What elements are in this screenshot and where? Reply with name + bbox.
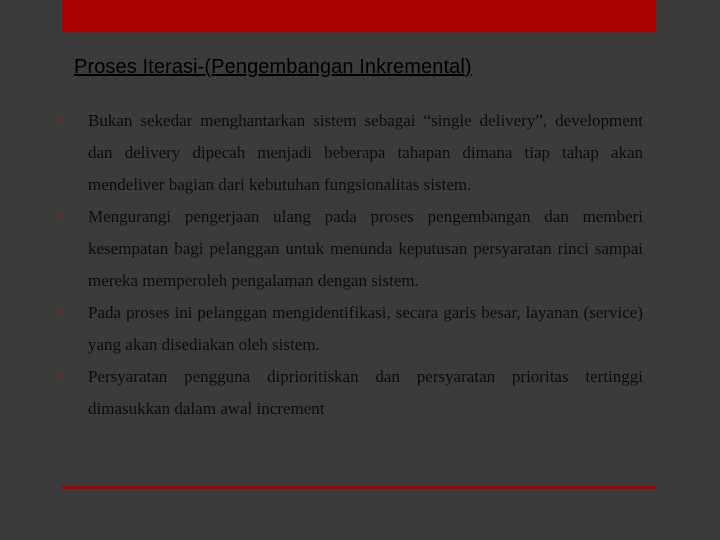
bullet-item-1 [58,105,643,201]
bullet-text: Persyaratan pengguna diprioritiskan dan persyaratan prioritas tertinggi dimasukkan dalam awal increment [88,367,643,418]
bullet-square-icon: ▪ [58,113,63,128]
bullet-square-icon: ▪ [58,369,63,384]
bullet-square-icon: ▪ [58,209,63,224]
bullet-square-icon: ▪ [58,305,63,320]
bullet-item-4 [58,361,643,425]
bullet-item-3 [58,297,643,361]
slide-title: Proses Iterasi-(Pengembangan Inkremental) [74,56,472,78]
bullet-text: Pada proses ini pelanggan mengidentifikasi, secara garis besar, layanan (service) yang akan disediakan oleh sistem. [88,303,643,354]
bullet-text: Mengurangi pengerjaan ulang pada proses pengembangan dan memberi kesempatan bagi pelanggan untuk menunda keputusan persyaratan rinci sampai mereka memperoleh pengalaman dengan sistem. [88,207,643,290]
bullet-text: Bukan sekedar menghantarkan sistem sebagai “single delivery”, development dan delivery dipecah menjadi beberapa tahapan dimana tiap tahap akan mendeliver bagian dari kebutuhan fungsionalitas sistem. [88,111,643,194]
bottom-accent-line [62,486,656,489]
bullet-list [58,105,643,425]
top-accent-bar [62,0,656,32]
bullet-item-2 [58,201,643,297]
